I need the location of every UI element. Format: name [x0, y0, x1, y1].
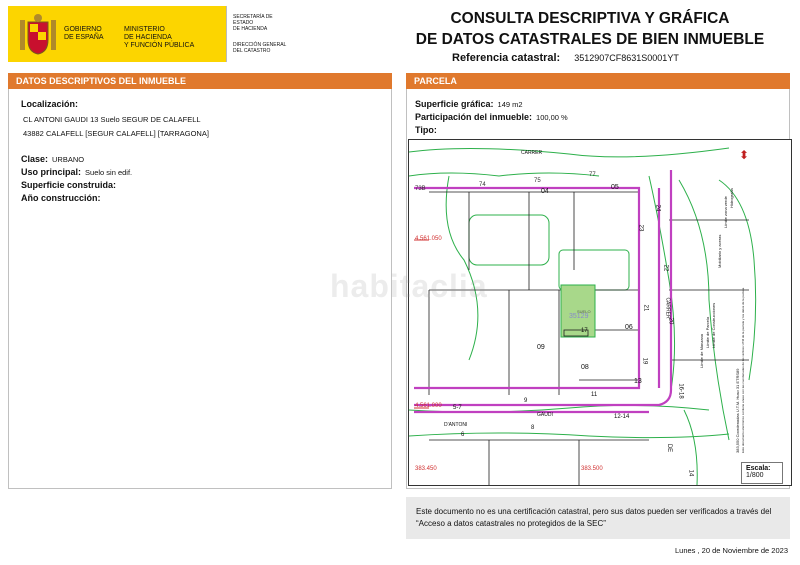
number-77: 77 [589, 172, 596, 178]
ministry-line-1: MINISTERIO [124, 26, 165, 33]
legend-item-6: Hidrografía [729, 188, 734, 208]
ref-value: 3512907CF8631S0001YT [574, 53, 679, 63]
number-9: 9 [524, 398, 528, 404]
ministry-line-2: DE HACIENDA [124, 34, 172, 41]
descriptive-data-header: DATOS DESCRIPTIVOS DEL INMUEBLE [8, 73, 392, 89]
parcel-sub-label: SUELO [577, 309, 591, 314]
number-16-18: 16-18 [677, 383, 684, 399]
parcel-number-17: 17 [581, 328, 588, 334]
watermark-text: habitaclia [330, 268, 488, 304]
legend-item-5: Límite zona verde [723, 196, 728, 228]
surface-label: Superficie gráfica: [415, 99, 494, 109]
number-73b: 73B [415, 186, 426, 192]
number-5-7: 5-7 [453, 405, 462, 411]
legend-strip [699, 148, 789, 463]
share-value: 100,00 % [536, 113, 568, 122]
legend-item-2: Límite de Parcela [705, 316, 710, 348]
number-20: 20 [667, 317, 674, 325]
government-name [64, 26, 114, 42]
number-11: 11 [591, 392, 598, 398]
parcel-label: 35129 [569, 313, 589, 320]
number-19: 19 [641, 357, 648, 365]
number-75: 75 [534, 178, 541, 184]
number-21: 21 [642, 304, 649, 312]
direction-line-2: DEL CATASTRO [233, 48, 271, 54]
scale-label: Escala: [746, 465, 771, 472]
electronic-note: Este documento electrónico contiene anexo con las coordenadas de los vértices UTM de la parcela y los datos de la parcela [741, 287, 745, 453]
lot-04: 04 [541, 188, 549, 195]
location-line-2: 43882 CALAFELL [SEGUR CALAFELL] [TARRAGONA] [23, 129, 209, 138]
share-label: Participación del inmueble: [415, 112, 533, 122]
north-arrow-icon: ⬍ [739, 148, 750, 162]
scale-value: 1/800 [746, 472, 764, 479]
number-6: 6 [461, 432, 465, 438]
coordinate-ticks [414, 240, 429, 408]
number-de: DE [666, 443, 673, 453]
parcel-header: PARCELA [406, 73, 790, 89]
street-label-bottom: D'ANTONI [444, 422, 468, 428]
secretariat-box [226, 6, 296, 62]
use-label: Uso principal: [21, 167, 82, 177]
number-74: 74 [479, 182, 486, 188]
use-value: Suelo sin edif. [85, 168, 133, 177]
share-row [415, 107, 568, 125]
number-8: 8 [531, 425, 535, 431]
number-14: 14 [687, 469, 694, 477]
coordinate-note: 383,550 Coordenadas U.T.M. Huso 31 ETRS89 [735, 368, 740, 453]
ministry-line-3: Y FUNCIÓN PÚBLICA [124, 42, 195, 49]
street-label-top: CARRER [521, 150, 543, 156]
type-label: Tipo: [415, 125, 437, 135]
class-value: URBANO [52, 155, 85, 164]
lot-09: 09 [537, 344, 545, 351]
coat-of-arms-icon [18, 12, 58, 58]
coord-y2: 4.561.000 [415, 403, 442, 409]
secretariat-line-2: DE HACIENDA [233, 26, 268, 32]
year-row [21, 188, 101, 206]
lot-13: 13 [634, 378, 642, 385]
ministry-name [124, 26, 224, 50]
coord-y1: 4.561.050 [415, 236, 442, 242]
number-23: 23 [637, 224, 644, 232]
class-label: Clase: [21, 154, 49, 164]
number-24: 24 [654, 204, 661, 212]
gov-line-1: GOBIERNO [64, 26, 102, 33]
secretariat-line-1: SECRETARÍA DE ESTADO [233, 14, 273, 26]
built-surface-label: Superficie construida: [21, 180, 117, 190]
location-label: Localización: [21, 99, 79, 109]
number-22: 22 [662, 264, 669, 272]
document-date: Lunes , 20 de Noviembre de 2023 [675, 546, 788, 555]
cadastral-map[interactable] [408, 139, 792, 486]
direction-line-1: DIRECCIÓN GENERAL [233, 42, 287, 48]
certification-notice: Este documento no es una certificación catastral, pero sus datos pueden ser verificados a través del “Acceso a datos catastrales no protegidos de la SEC” [406, 497, 790, 539]
street-label-right: CARRER [664, 297, 671, 319]
legend-item-3: Límite de Construcciones [711, 302, 716, 348]
title-line-1: CONSULTA DESCRIPTIVA Y GRÁFICA [450, 10, 730, 27]
lot-06: 06 [625, 324, 633, 331]
surface-value: 149 m2 [497, 100, 523, 109]
coord-x1: 383.450 [415, 466, 437, 472]
government-logo-banner [8, 6, 288, 62]
year-label: Año construcción: [21, 193, 101, 203]
cadastral-reference [452, 52, 679, 64]
lot-05: 05 [611, 184, 619, 191]
title-line-2: DE DATOS CATASTRALES DE BIEN INMUEBLE [415, 31, 765, 48]
ref-label: Referencia catastral: [452, 52, 561, 64]
gov-line-2: DE ESPAÑA [64, 34, 104, 41]
type-row [415, 120, 437, 138]
lot-08: 08 [581, 364, 589, 371]
street-label-gaudi: GAUDI [537, 412, 553, 418]
coord-x2: 383.500 [581, 466, 603, 472]
legend-item-4: Mobiliario y aceras [717, 234, 722, 268]
legend-item-1: Límite de Manzana [699, 333, 704, 368]
number-12-14: 12-14 [614, 414, 630, 420]
scale-box [741, 462, 783, 484]
location-line-1: CL ANTONI GAUDI 13 Suelo SEGUR DE CALAFELL [23, 115, 201, 124]
document-title [390, 8, 790, 50]
